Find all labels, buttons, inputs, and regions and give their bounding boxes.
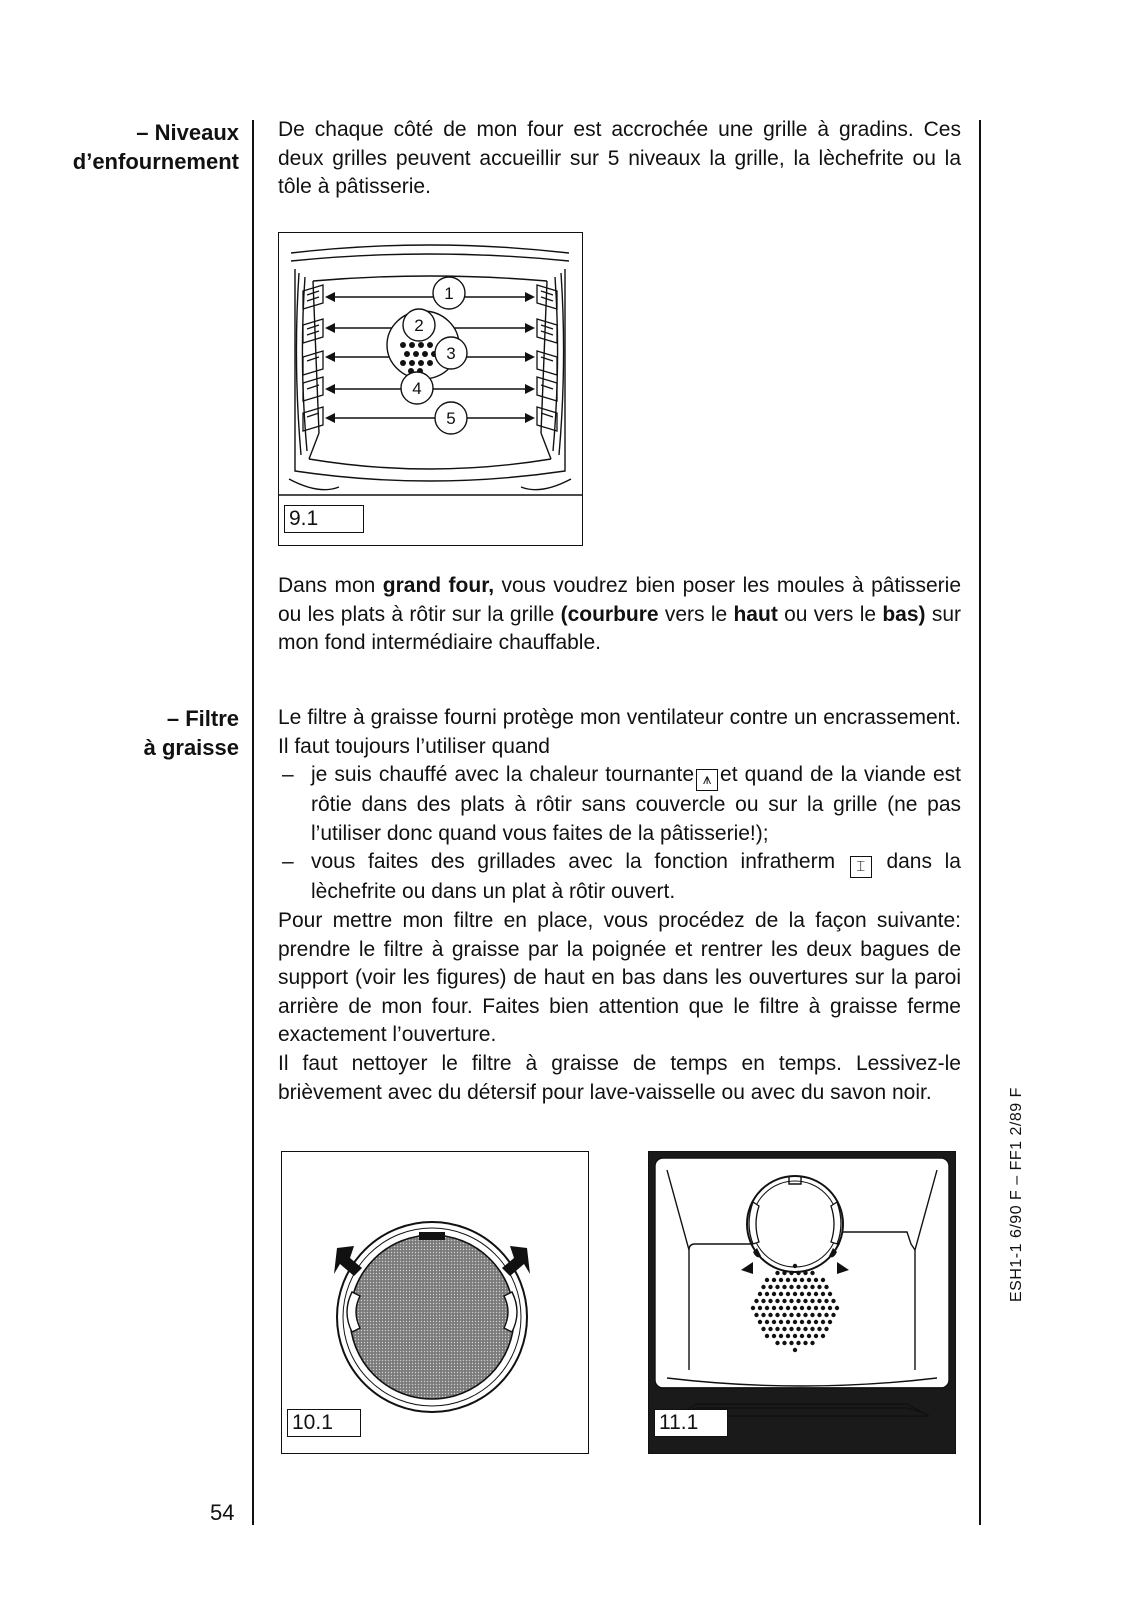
filter-hole: [800, 1292, 804, 1296]
filter-hole: [800, 1320, 804, 1324]
filter-hole: [817, 1299, 821, 1303]
filter-hole: [772, 1306, 776, 1310]
filter-hole: [814, 1320, 818, 1324]
filter-hole: [768, 1327, 772, 1331]
filter-hole: [761, 1299, 765, 1303]
filter-mesh: [350, 1235, 514, 1399]
text-run: ou vers le: [777, 602, 883, 626]
filter-hole: [796, 1299, 800, 1303]
filter-hole: [779, 1320, 783, 1324]
filter-hole: [793, 1306, 797, 1310]
figure-label: 11.1: [654, 1409, 728, 1437]
filter-hole: [800, 1278, 804, 1282]
text-run: Dans mon: [278, 574, 383, 597]
filter-hole: [772, 1320, 776, 1324]
filter-hole: [768, 1299, 772, 1303]
filter-hole: [793, 1348, 797, 1352]
filter-hole: [775, 1299, 779, 1303]
filter-hole: [786, 1292, 790, 1296]
level-number-4: 4: [412, 379, 422, 398]
filter-hole: [782, 1341, 786, 1345]
filter-hole: [796, 1341, 800, 1345]
text-run: et quand de la viande est rôtie dans des plats à rôtir sans couvercle ou sur la grille (ne pas l’utiliser donc quand vous faites de la pâtisserie!);: [311, 763, 961, 845]
level-number-2: 2: [414, 316, 424, 335]
list-dash: –: [282, 763, 294, 787]
filter-hole: [782, 1271, 786, 1275]
filter-ring: [747, 1176, 843, 1272]
bold-run: grand four,: [382, 574, 495, 597]
filter-hole: [793, 1320, 797, 1324]
filter-hole: [782, 1313, 786, 1317]
heading-line: d’enfournement: [72, 149, 239, 174]
filter-hole: [810, 1271, 814, 1275]
filter-hole: [761, 1327, 765, 1331]
figure-label: 10.1: [287, 1409, 361, 1437]
left-margin-rule: [252, 120, 254, 1525]
filter-hole: [824, 1299, 828, 1303]
text-run: vous voudrez bien poser les moules à pâtisserie ou les plats à rôtir sur la grille: [278, 574, 961, 626]
filter-hole: [828, 1306, 832, 1310]
heading-line: à graisse: [143, 735, 239, 760]
filter-hole: [831, 1313, 835, 1317]
figure-label: 9.1: [284, 505, 364, 533]
filter-hole: [751, 1306, 755, 1310]
right-margin-rule: [979, 120, 981, 1525]
intro-paragraph: [278, 116, 961, 202]
level-number-1: 1: [444, 284, 454, 303]
filter-hole: [810, 1341, 814, 1345]
filter-hole: [824, 1327, 828, 1331]
filter-hole: [803, 1299, 807, 1303]
filter-hole: [775, 1285, 779, 1289]
document-code: ESH1-1 6/90 F – FF1 2/89 F: [1008, 1087, 1025, 1302]
filter-hole: [765, 1306, 769, 1310]
section-heading-niveaux: [73, 118, 239, 176]
filter-hole: [793, 1292, 797, 1296]
filter-hole: [793, 1278, 797, 1282]
filter-hole: [810, 1285, 814, 1289]
filter-hole: [796, 1285, 800, 1289]
filter-hole: [821, 1306, 825, 1310]
filter-hole: [789, 1299, 793, 1303]
filter-hole: [758, 1306, 762, 1310]
filter-handle: [419, 1232, 445, 1240]
filter-hole: [786, 1278, 790, 1282]
filter-hole: [779, 1306, 783, 1310]
filter-hole: [786, 1334, 790, 1338]
text-run: vers le: [658, 602, 734, 626]
filter-hole: [807, 1334, 811, 1338]
filter-hole: [789, 1271, 793, 1275]
filter-hole: [796, 1327, 800, 1331]
heading-line: – Niveaux: [136, 120, 239, 145]
intro-text: De chaque côté de mon four est accrochée une grille à gradins. Ces deux grilles peuvent accueillir sur 5 niveaux la grille, la lèchefrite ou la tôle à pâtisserie.: [278, 118, 961, 199]
text-run: vous faites des grillades avec la fonction infratherm: [311, 850, 836, 874]
filter-hole: [786, 1306, 790, 1310]
filter-hole: [754, 1299, 758, 1303]
filter-hole: [761, 1313, 765, 1317]
filter-hole: [824, 1313, 828, 1317]
filter-hole: [817, 1285, 821, 1289]
bold-run: bas): [882, 602, 926, 626]
filter-hole: [810, 1313, 814, 1317]
filter-hole: [789, 1285, 793, 1289]
filter-hole: [814, 1334, 818, 1338]
filter-hole: [831, 1299, 835, 1303]
filter-hole: [803, 1327, 807, 1331]
filter-hole: [775, 1313, 779, 1317]
level-number-5: 5: [446, 409, 456, 428]
bold-run: (courbure: [560, 602, 659, 626]
filter-hole: [807, 1320, 811, 1324]
filter-hole: [779, 1278, 783, 1282]
filter-in-oven-diagram: [649, 1152, 955, 1453]
filter-hole: [803, 1341, 807, 1345]
filter-hole: [772, 1278, 776, 1282]
filter-hole: [768, 1313, 772, 1317]
bold-run: haut: [733, 602, 778, 626]
oven-levels-diagram: [279, 233, 582, 545]
filter-hole: [765, 1278, 769, 1282]
filter-hole: [810, 1299, 814, 1303]
figure-grease-filter: [281, 1151, 589, 1454]
filtre-paragraph: [278, 704, 961, 1107]
filter-hole: [765, 1320, 769, 1324]
filter-hole: [821, 1320, 825, 1324]
filter-hole: [793, 1334, 797, 1338]
filter-hole: [821, 1334, 825, 1338]
filter-hole: [761, 1285, 765, 1289]
filter-hole: [782, 1327, 786, 1331]
filter-hole: [793, 1264, 797, 1268]
filter-hole: [800, 1306, 804, 1310]
filter-hole: [782, 1285, 786, 1289]
filter-hole: [772, 1334, 776, 1338]
filter-hole: [807, 1278, 811, 1282]
figure-filter-in-oven: [648, 1151, 956, 1454]
filter-hole: [800, 1334, 804, 1338]
filtre-intro: Le filtre à graisse fourni protège mon ventilateur contre un encrassement. Il faut toujours l’utiliser quand: [278, 706, 961, 758]
filter-hole: [775, 1341, 779, 1345]
filter-hole: [807, 1306, 811, 1310]
filter-hole: [803, 1285, 807, 1289]
text-run: dans la lèchefrite ou dans un plat à rôtir ouvert.: [311, 850, 961, 904]
placement-instructions: Pour mettre mon filtre en place, vous procédez de la façon suivante: prendre le filtre à graisse par la poignée et rentrer les deux bagues de support (voir les figures) de haut en bas dans les ouvertures sur la paroi arrière de mon four. Faites bien attention que le filtre à graisse ferme exactement l’ouverture.: [278, 908, 961, 1047]
filter-hole: [814, 1278, 818, 1282]
filter-hole: [810, 1327, 814, 1331]
filter-hole: [821, 1292, 825, 1296]
filter-hole: [796, 1271, 800, 1275]
filter-hole: [765, 1334, 769, 1338]
grand-four-paragraph: [278, 572, 961, 658]
filter-hole: [782, 1299, 786, 1303]
filter-hole: [789, 1313, 793, 1317]
fan-heat-icon: ⩚: [696, 769, 718, 791]
filter-hole: [821, 1278, 825, 1282]
infratherm-icon: ⌶: [850, 856, 872, 878]
filter-hole: [824, 1285, 828, 1289]
filter-hole: [758, 1320, 762, 1324]
filter-hole: [758, 1292, 762, 1296]
filter-hole: [765, 1292, 769, 1296]
filter-hole: [796, 1313, 800, 1317]
filter-hole: [789, 1327, 793, 1331]
filter-hole: [789, 1341, 793, 1345]
filter-hole: [814, 1306, 818, 1310]
cleaning-instructions: Il faut nettoyer le filtre à graisse de temps en temps. Lessivez-le brièvement avec du détersif pour lave-vaisselle ou avec du savon noir.: [278, 1051, 961, 1104]
filter-hole: [803, 1271, 807, 1275]
filter-hole: [817, 1327, 821, 1331]
filter-hole: [754, 1313, 758, 1317]
filter-hole: [828, 1320, 832, 1324]
page-number: 54: [210, 1500, 235, 1525]
section-heading-filtre: [144, 704, 239, 762]
text-run: je suis chauffé avec la chaleur tournante: [311, 763, 695, 787]
list-item: [278, 848, 961, 907]
text-run: sur mon fond intermédiaire chauffable.: [278, 602, 961, 655]
level-number-3: 3: [446, 344, 456, 363]
filter-hole: [807, 1292, 811, 1296]
filter-hole: [814, 1292, 818, 1296]
filter-hole: [768, 1285, 772, 1289]
filter-hole: [775, 1271, 779, 1275]
filter-hole: [772, 1292, 776, 1296]
list-dash: –: [282, 850, 294, 874]
filter-hole: [803, 1313, 807, 1317]
heading-line: – Filtre: [166, 706, 239, 731]
filter-hole: [779, 1334, 783, 1338]
filter-hole: [828, 1292, 832, 1296]
filter-hole: [775, 1327, 779, 1331]
filter-hole: [786, 1320, 790, 1324]
filter-hole: [835, 1306, 839, 1310]
filter-hole: [817, 1313, 821, 1317]
filter-hole: [779, 1292, 783, 1296]
list-item: [278, 761, 961, 848]
grease-filter-diagram: [282, 1152, 588, 1453]
figure-oven-levels: [278, 232, 583, 546]
